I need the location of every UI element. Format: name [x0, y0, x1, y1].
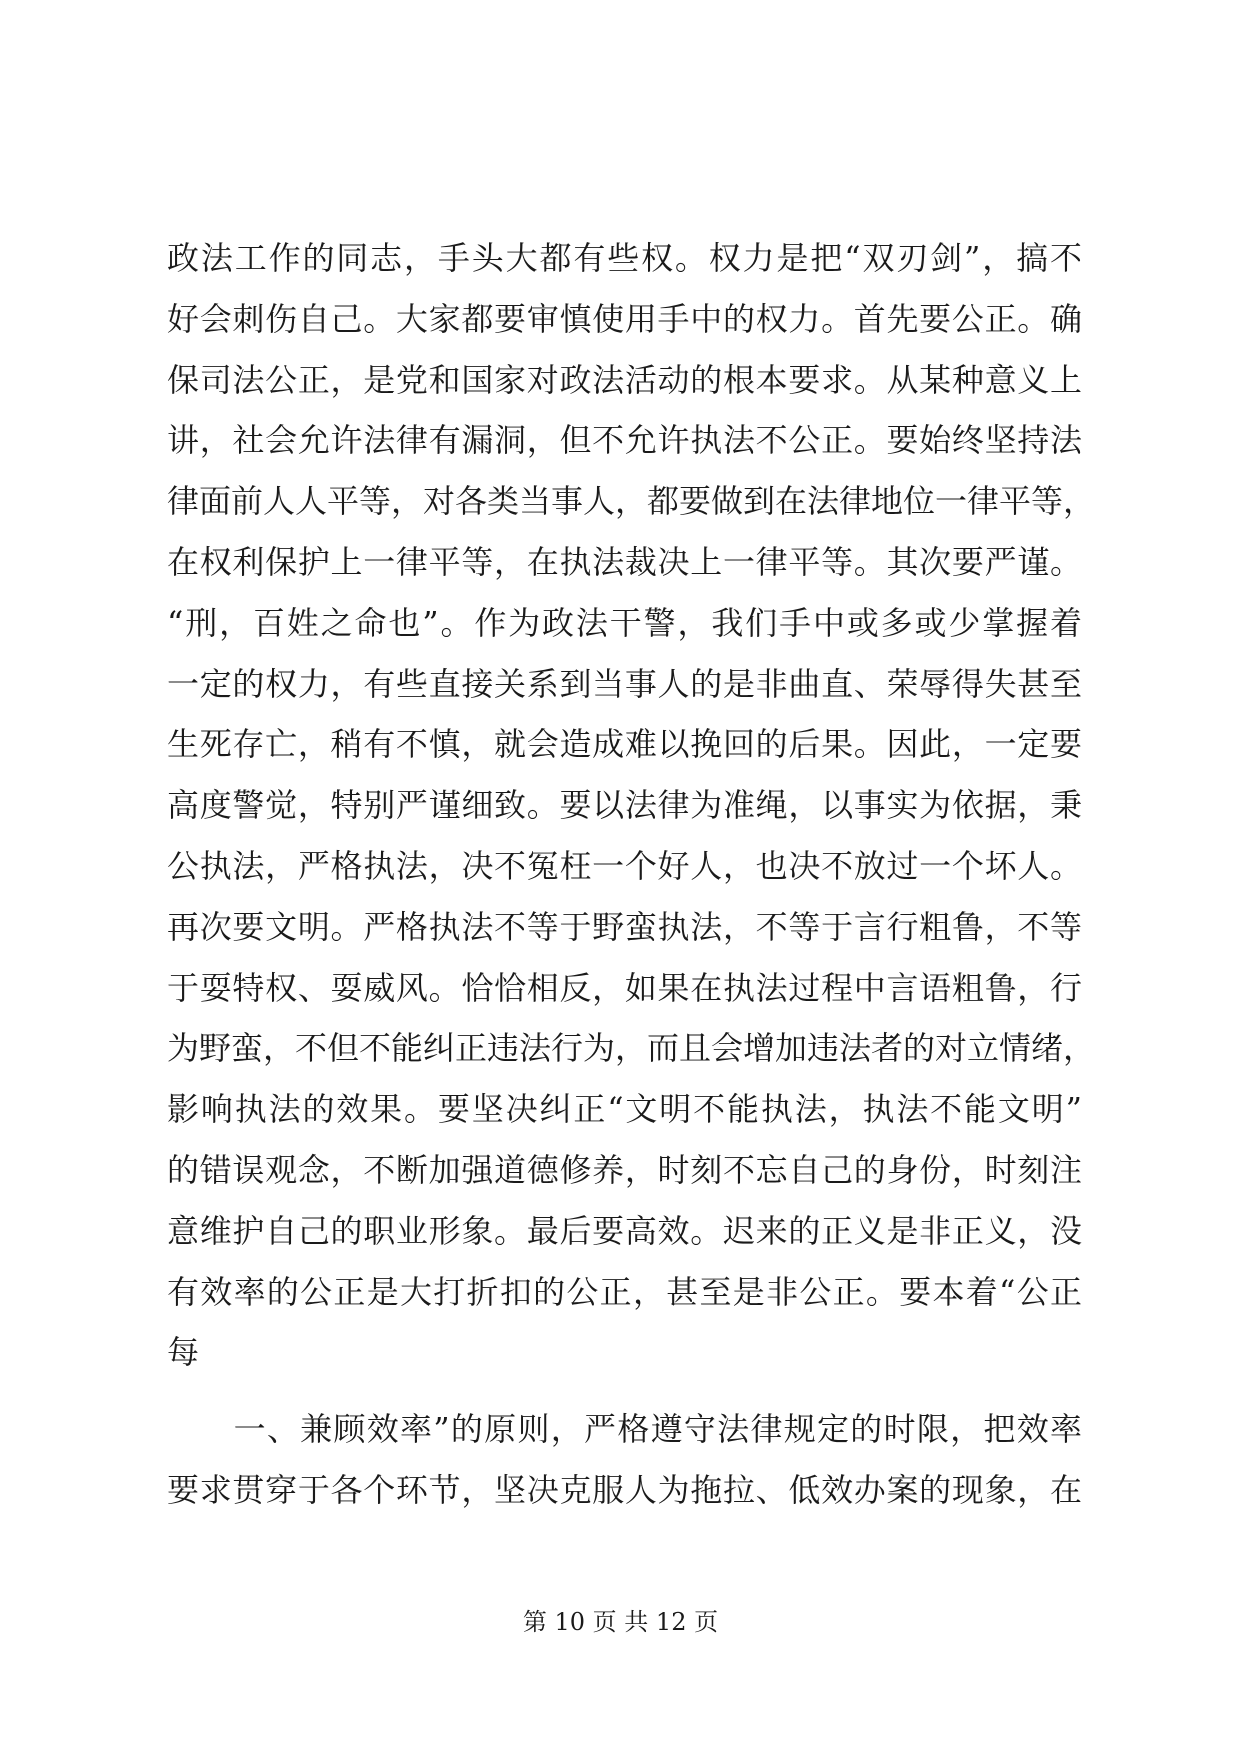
text-line: 一定的权力，有些直接关系到当事人的是非曲直、荣辱得失甚至 [167, 664, 1082, 703]
text-line: 在权利保护上一律平等，在执法裁决上一律平等。其次要严谨。 [167, 542, 1082, 581]
text-line: 生死存亡，稍有不慎，就会造成难以挽回的后果。因此，一定要 [167, 725, 1082, 764]
page-number-footer: 第 10 页 共 12 页 [522, 1608, 719, 1636]
text-line: 保司法公正，是党和国家对政法活动的根本要求。从某种意义上 [167, 360, 1082, 399]
text-line: 为野蛮，不但不能纠正违法行为，而且会增加违法者的对立情绪， [167, 1029, 1096, 1068]
text-line: 律面前人人平等，对各类当事人，都要做到在法律地位一律平等， [167, 482, 1096, 521]
text-line: 讲，社会允许法律有漏洞，但不允许执法不公正。要始终坚持法 [167, 421, 1082, 460]
text-line: 意维护自己的职业形象。最后要高效。迟来的正义是非正义，没 [167, 1211, 1082, 1250]
text-line: 再次要文明。严格执法不等于野蛮执法，不等于言行粗鲁，不等 [167, 907, 1082, 946]
text-line: 于耍特权、耍威风。恰恰相反，如果在执法过程中言语粗鲁，行 [167, 968, 1082, 1007]
paragraph-gap [167, 1383, 1082, 1399]
text-line: 要求贯穿于各个环节，坚决克服人为拖拉、低效办案的现象，在 [167, 1470, 1082, 1509]
text-line: 影响执法的效果。要坚决纠正“文明不能执法，执法不能文明” [167, 1090, 1082, 1129]
text-line: “刑，百姓之命也”。作为政法干警，我们手中或多或少掌握着 [167, 603, 1082, 642]
text-line: 公执法，严格执法，决不冤枉一个好人，也决不放过一个坏人。 [167, 846, 1082, 885]
text-line: 好会刺伤自己。大家都要审慎使用手中的权力。首先要公正。确 [167, 299, 1082, 338]
text-line: 的错误观念，不断加强道德修养，时刻不忘自己的身份，时刻注 [167, 1150, 1082, 1189]
text-line: 政法工作的同志，手头大都有些权。权力是把“双刃剑”，搞不 [167, 239, 1082, 277]
text-line: 有效率的公正是大打折扣的公正，甚至是非公正。要本着“公正 [167, 1272, 1082, 1311]
document-body [167, 228, 1096, 1521]
text-line: 高度警觉，特别严谨细致。要以法律为准绳，以事实为依据，秉 [167, 786, 1082, 825]
text-line: 每 [167, 1333, 200, 1372]
text-line: 一、兼顾效率”的原则，严格遵守法律规定的时限，把效率 [167, 1410, 1082, 1449]
